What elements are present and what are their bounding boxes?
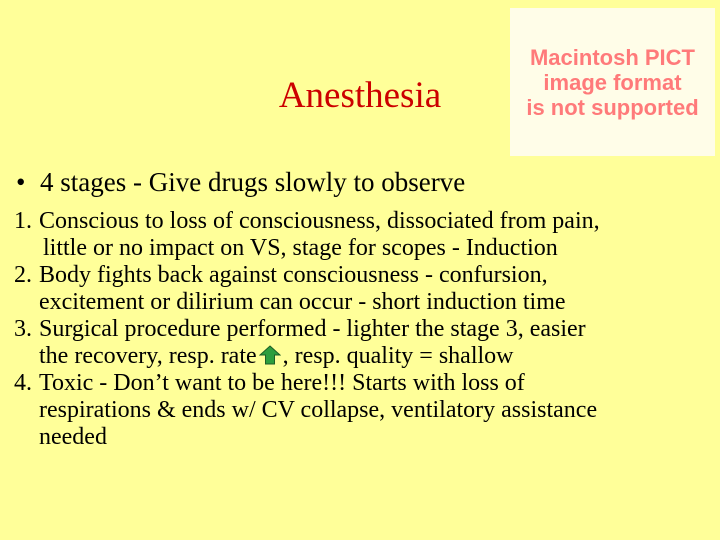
stage-number: 2. [14,262,32,288]
unsupported-image-placeholder [510,8,715,156]
stage-text-segment: , resp. quality = shallow [282,343,514,369]
stages-list [14,208,714,451]
bullet-text: 4 stages - Give drugs slowly to observe [40,167,466,197]
stage-text-line: Body fights back against consciousness - confursion, [39,262,548,288]
stage-text-line: Surgical procedure performed - lighter the stage 3, easier [39,316,586,342]
stage-number: 1. [14,208,32,234]
stage-text-line: Toxic - Don’t want to be here!!! Starts with loss of [39,370,525,396]
list-item-stage-2 [14,262,714,316]
up-arrow-icon [259,345,281,365]
bullet-symbol: • [16,167,26,197]
unsupported-image-text: Macintosh PICT image format is not supported [526,44,699,120]
stage-number: 3. [14,316,32,342]
list-item-stage-3 [14,316,714,370]
stage-text-line: respirations & ends w/ CV collapse, ventilatory assistance [39,397,598,423]
list-item-stage-1 [14,208,714,262]
stage-text-segment: the recovery, resp. rate [39,343,257,369]
stage-text-line: little or no impact on VS, stage for scopes - Induction [43,235,558,261]
stage-text-line: needed [39,424,107,450]
stage-text-line: excitement or dilirium can occur - short induction time [39,289,566,315]
stage-text-line: Conscious to loss of consciousness, dissociated from pain, [39,208,600,234]
slide-title: Anesthesia [278,75,442,116]
stage-number: 4. [14,370,32,396]
main-bullet [16,166,706,198]
stage-text-line-with-arrow [14,343,714,370]
list-item-stage-4 [14,370,714,451]
